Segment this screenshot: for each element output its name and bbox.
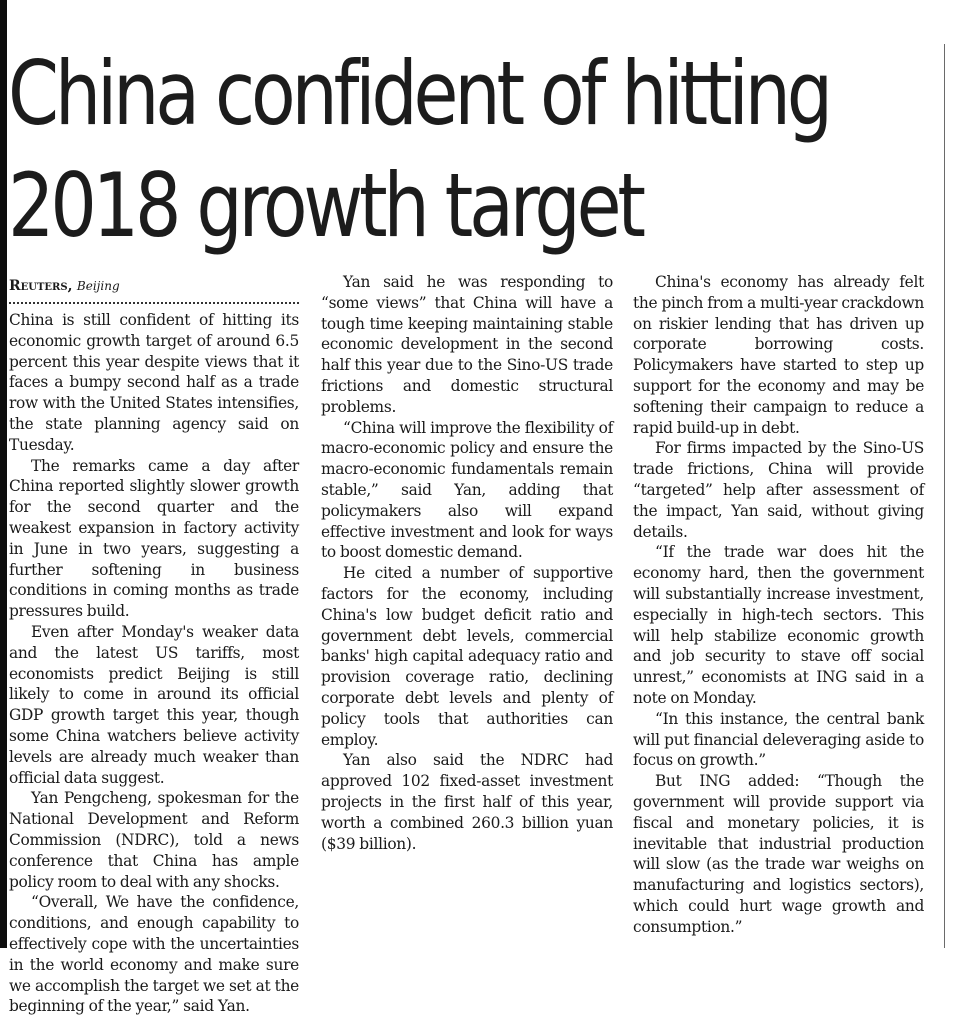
paragraph-12: “If the trade war does hit the economy hard, then the government will substantially increase investment, especially in high-tech sectors. This will help stabilize economic growth and job security to stave off social unrest,” economists at ING said in a note on Monday. (633, 543, 924, 707)
column-rule (944, 44, 945, 948)
paragraph-8: He cited a number of supportive factors for the economy, including China's low budget deficit ratio and government debt levels, commercial banks' high capital adequacy ratio and provision coverage ratio, declining corporate debt levels and plenty of policy tools that authorities can employ. (321, 564, 613, 749)
byline-divider (9, 302, 299, 304)
paragraph-1: China is still confident of hitting its economic growth target of around 6.5 percent this year despite views that it faces a bumpy second half as a trade row with the United States intensifies, the state planning agency said on Tuesday. (9, 311, 299, 454)
article-column-2 (321, 272, 613, 854)
article-column-3 (633, 272, 924, 938)
article-column-1 (9, 272, 299, 1017)
paragraph-6: Yan said he was responding to “some views” that China will have a tough time keeping maintaining stable economic development in the second half this year due to the Sino-US trade frictions and domestic structural problems. (321, 273, 613, 416)
paragraph-13: “In this instance, the central bank will put financial deleveraging aside to focus on growth.” (633, 709, 924, 770)
byline-dateline: Beijing (76, 279, 120, 293)
headline-line-1: China confident of hitting (8, 42, 829, 145)
paragraph-5: “Overall, We have the confidence, conditions, and enough capability to effectively cope with the uncertainties in the world economy and make sure we accomplish the target we set at the beginning of the year,” said Yan. (9, 893, 299, 1016)
paragraph-7: “China will improve the flexibility of macro-economic policy and ensure the macro-economic fundamentals remain stable,” said Yan, adding that policymakers also will expand effective investment and look for ways to boost domestic demand. (321, 418, 613, 562)
headline (8, 38, 829, 262)
byline-agency: Reuters, (9, 278, 73, 294)
headline-line-2: 2018 growth target (8, 154, 642, 257)
byline (9, 272, 299, 300)
paragraph-4: Yan Pengcheng, spokesman for the National Development and Reform Commission (NDRC), told a news conference that China has ample policy room to deal with any shocks. (9, 789, 299, 891)
paragraph-14: But ING added: “Though the government will provide support via fiscal and monetary policies, it is inevitable that industrial production will slow (as the trade war weighs on manufacturing and logistics sectors), which could hurt wage growth and consumption.” (633, 772, 924, 936)
paragraph-11: For firms impacted by the Sino-US trade frictions, China will provide “targeted” help after assessment of the impact, Yan said, without giving details. (633, 439, 924, 541)
paragraph-3: Even after Monday's weaker data and the latest US tariffs, most economists predict Beijing is still likely to come in around its official GDP growth target this year, though some China watchers believe activity levels are already much weaker than official data suggest. (9, 622, 299, 787)
paragraph-9: Yan also said the NDRC had approved 102 fixed-asset investment projects in the first half of this year, worth a combined 260.3 billion yuan ($39 billion). (321, 751, 613, 853)
paragraph-2: The remarks came a day after China reported slightly slower growth for the second quarter and the weakest expansion in factory activity in June in two years, suggesting a further softening in business conditions in coming months as trade pressures build. (9, 456, 299, 621)
paragraph-10: China's economy has already felt the pinch from a multi-year crackdown on riskier lending that has driven up corporate borrowing costs. Policymakers have started to step up support for the economy and may be softening their campaign to reduce a rapid build-up in debt. (633, 273, 924, 437)
left-margin-bar (0, 0, 7, 948)
